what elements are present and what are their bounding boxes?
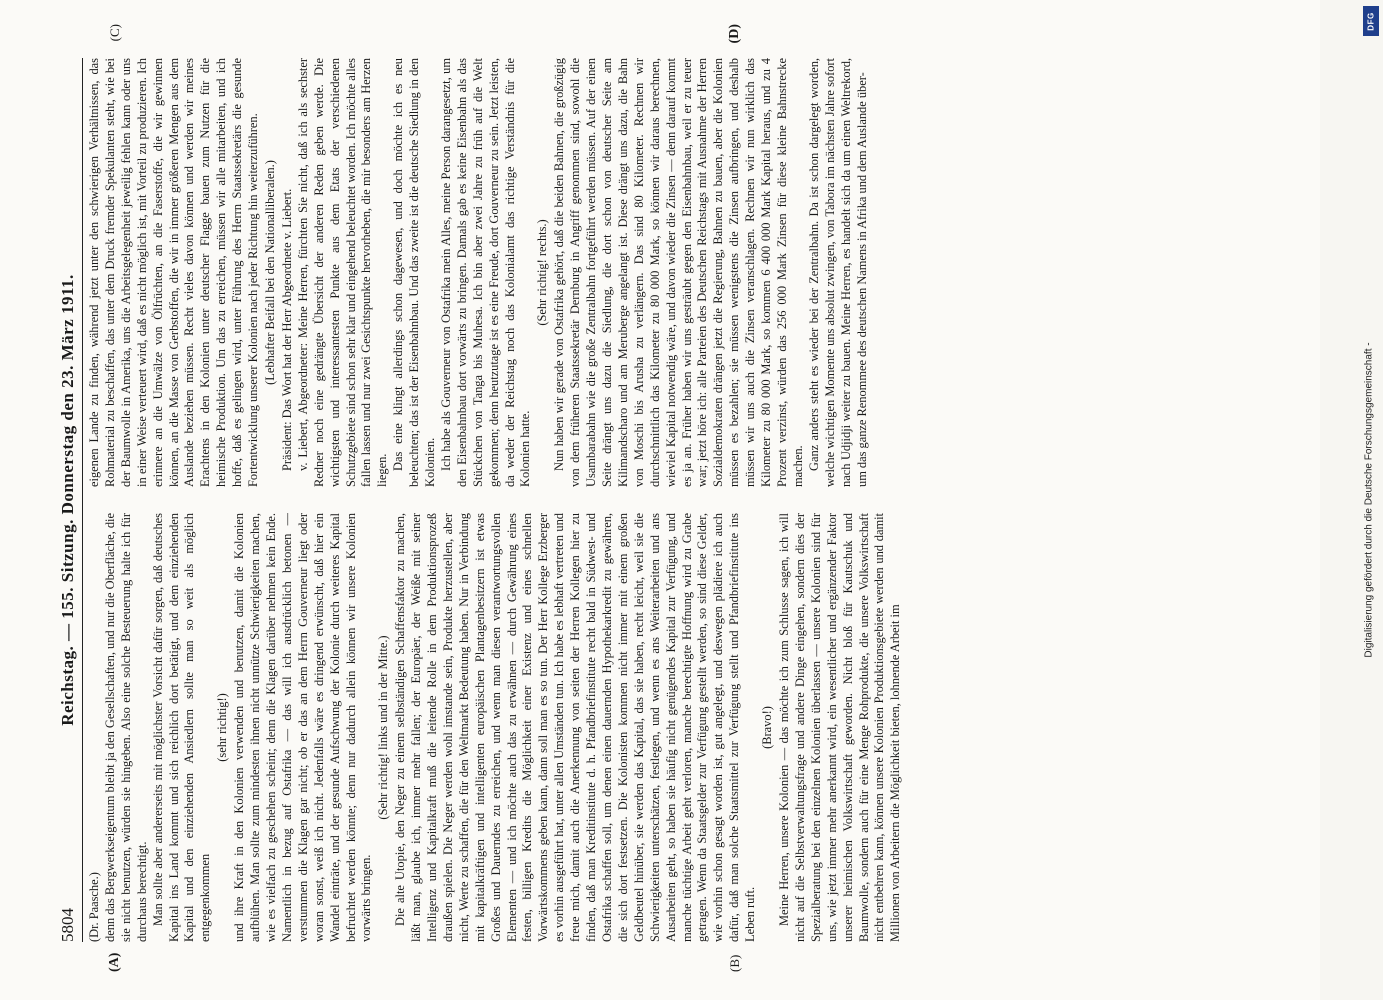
text-columns [87, 24, 1267, 972]
interjection: (Sehr richtig! rechts.) [535, 219, 550, 326]
paragraph: Präsident: Das Wort hat der Herr Abgeordnete v. Liebert. [279, 188, 294, 471]
dfg-logo [1363, 6, 1379, 36]
credit-text: Digitalisierung gefördert durch die Deutsche Forschungsgemeinschaft - [1363, 342, 1375, 658]
left-column [87, 513, 1267, 942]
interjection: (sehr richtig!) [215, 693, 230, 762]
margin-marker-a: (A) [107, 952, 122, 972]
paragraph: eigenen Lande zu finden, während jetzt unter den schwierigen Verhältnissen, das Rohmaterial zu beschaffen, das unter dem Druck fremder Spekulanten steht, wie bei der Baumwolle in Amerika, uns die Arbeitsgelegenheit jeweilig fehlen kann oder uns in einer Weise verteuert wird, daß es nicht möglich ist, mit Vorteil zu produzieren. Ich erinnere an die Umwälze von Ölfrüchten, an die Faserstoffe, die wir gewinnen können, an die Masse von Gerbstoffen, die wir in immer größeren Mengen aus dem Auslande beziehen müssen. Recht vieles davon können und werden wir meines Erachtens in den Kolonien unter deutscher Flagge bauen zum Nutzen für die heimische Produktion. Um das zu erreichen, müssen wir alle mitarbeiten, und ich hoffe, daß es gelingen wird, unter Führung des Herrn Staatssekretärs die gesunde Fortentwicklung unserer Kolonien nach jeder Richtung hin weiterzuführen. [87, 58, 261, 487]
margin-marker-b: (B) [727, 954, 742, 972]
paragraph: Die alte Utopie, den Neger zu einem selbständigen Schaffensfaktor zu machen, läßt man, glaube ich, immer mehr fallen; der Europäer, der Weiße mit seiner Intelligenz und Kapitalkraft muß die leitende Rolle in dem Produktionsprozeß draußen spielen. Die Neger werden wohl imstande sein, Produkte herzustellen, aber nicht, Werte zu schaffen, die für den Weltmarkt Bedeutung haben. Nur in Verbindung mit kapitalkräftigen und intelligenten europäischen Plantagenbesitzern ist etwas Großes und Dauerndes zu erreichen, und wenn man diesen verantwortungsvollen Elementen — und ich möchte auch das zu erwähnen — durch Gewährung eines festen, billigen Kredits die Möglichkeit einer Existenz und eines schnellen Vorwärtskommens geben kann, dann soll man es so tun. Der Herr Kollege Erzberger es vorhin ausgeführt hat, unter allen Umständen tun. Ich habe es lebhaft vertreten und freue mich, damit auch die Anerkennung von seiten der Herren Kollegen hier zu finden, daß man Kreditinstitute d. h. Pfandbriefinstitute recht bald in Südwest- und Ostafrika schaffen soll, um denen einen dauernden Hypothekarkredit zu gewähren, die sich dort festsetzen. Die Kolonisten kommen nicht immer mit einem großen Geldbeutel hinüber, sie werden das Kapital, das sie haben, recht leicht, weil sie die Schwierigkeiten unterschätzen, festlegen, und wenn es ans Weiterarbeiten und ans Ausarbeiten geht, so haben sie häufig nicht genügendes Kapital zur Verfügung, und manche tüchtige Arbeit geht verloren, manche berechtigte Hoffnung wird zu Grabe getragen. Wenn da Staatsgelder zur Verfügung gestellt werden, so sind diese Gelder, wie vorhin schon gesagt worden ist, gut angelegt, und deswegen plädiere ich auch dafür, daß man solche Staatsmittel zur Verfügung stellt und Pfandbriefinstitute ins Leben ruft. [393, 513, 758, 942]
margin-marker-d: (D) [727, 24, 742, 44]
page-number: 5804 [58, 908, 77, 942]
paragraph: v. Liebert, Abgeordneter: Meine Herren, fürchten Sie nicht, daß ich als sechster Redner noch eine gedrängte Übersicht der anderen Reden geben werde. Die wichtigsten und interessantesten Punkte aus dem Etats der verschiedenen Schutzgebiete sind schon sehr klar und eingehend beleuchtet worden. Ich möchte alles fallen lassen und nur zwei Gesichtspunkte hervorheben, die mir besonders am Herzen liegen. [295, 58, 390, 487]
interjection: (Sehr richtig! links und in der Mitte.) [376, 635, 391, 820]
right-column [87, 58, 1267, 487]
paragraph: Nun haben wir gerade von Ostafrika gehört, daß die beiden Bahnen, die großzügig von dem früheren Staatssekretär Dernburg in Angriff genommen sind, sowohl die Usambarabahn wie die große Zentralbahn fortgeführt werden müssen. Auf der einen Seite drängt uns dazu die Siedlung, die dort schon von deutscher Seite am Kilimandscharo und am Meruberge angelangt ist. Diese drängt uns dazu, die Bahn von Moschi bis Arusha zu verlängern. Das sind 80 Kilometer. Rechnen wir durchschnittlich das Kilometer zu 80 000 Mark, so können wir daraus berechnen, wieviel Kapital notwendig wäre, und davon wieder die Zinsen — denn darauf kommt es ja an. Früher haben wir uns gesträubt gegen den Eisenbahnbau, weil er zu teuer war; jetzt höre ich: alle Parteien des Deutschen Reichstags mit Ausnahme der Herren Sozialdemokraten drängen jetzt die Regierung, Bahnen zu bauen, aber die Kolonien müssen es bezahlen; sie müssen wenigstens die Zinsen aufbringen, und deshalb müssen wir uns auch die Zinsen veranschlagen. Rechnen wir nun wirklich das Kilometer zu 80 000 Mark, so kommen 6 400 000 Mark Kapital heraus, und zu 4 Prozent verzinst, würden das 256 000 Mark Zinsen für diese kleine Bahnstrecke machen. [552, 58, 805, 487]
dfg-logo-text: DFG [1366, 11, 1376, 31]
running-header [52, 58, 83, 942]
paragraph: Meine Herren, unsere Kolonien — das möchte ich zum Schlusse sagen, ich will nicht auf die Selbstverwaltungsfrage und andere Dinge eingehen, sondern dies der Spezialberatung bei den einzelnen Kolonien überlassen — unsere Kolonien sind für uns, wie jetzt immer mehr anerkannt wird, ein wesentlicher und ergänzender Faktor unserer heimischen Volkswirtschaft geworden. Nicht bloß für Kautschuk und Baumwolle, sondern auch für eine Menge Rohprodukte, die unsere Volkswirtschaft nicht entbehren kann, können unsere Kolonien Produktionsgebiete werden und damit Millionen von Arbeitern die Möglichkeit bieten, lohnende Arbeit im [776, 513, 903, 942]
paragraph: und ihre Kraft in den Kolonien verwenden und benutzen, damit die Kolonien aufblühen. Man sollte zum mindesten ihnen nicht unnütze Schwierigkeiten machen, wie es vielfach zu geschehen scheint; denn die Klagen darüber nehmen kein Ende. Namentlich in bezug auf Ostafrika — das will ich ausdrücklich betonen — verstummen die Klagen gar nicht; ob er das an dem Herrn Gouverneur liegt oder woran sonst, weiß ich nicht. Jedenfalls wäre es dringend erwünscht, daß hier ein Wandel einträte, und der gesunde Aufschwung der Kolonie durch weiteres Kapital befruchtet werden könnte; denn nur dadurch allein können wir unsere Kolonien vorwärts bringen. [232, 513, 374, 942]
paragraph: Ich habe als Gouverneur von Ostafrika mein Alles, meine Person darangesetzt, um den Eisenbahnbau dort vorwärts zu bringen. Damals gab es keine Eisenbahn als das Stückchen von Tanga bis Muhesa. Ich bin aber zwei Jahre zu früh auf die Welt gekommen; denn heutzutage ist es eine Freude, dort Gouverneur zu sein. Jetzt leisten, da weder der Reichstag noch das Kolonialamt das richtige Verständnis für die Kolonien hatte. [438, 58, 533, 487]
paragraph: denn das Bergwerkseigentum bleibt ja den Gesellschaften, und nur die Oberfläche, die sie nicht benutzen, würden sie hingeben. Also eine solche Besteuerung halte ich für durchaus berechtigt. [102, 513, 149, 942]
digitization-credit [1357, 6, 1381, 994]
interjection: (Lebhafter Beifall bei den Nationalliberalen.) [262, 160, 277, 385]
paragraph: (Dr. Paasche.) [87, 872, 101, 942]
paragraph: Das eine klingt allerdings schon dagewesen, und doch möchte ich es neu beleuchten; das ist der Eisenbahnbau. Und das zweite ist die deutsche Siedlung in den Kolonien. [391, 58, 438, 487]
running-title: Reichstag. — 155. Sitzung. Donnerstag den 23. März 1911. [58, 274, 77, 726]
margin-marker-c: (C) [107, 24, 122, 42]
paragraph: Ganz anders steht es wieder bei der Zentralbahn. Da ist schon dargelegt worden, welche wichtigen Momente uns absolut zwingen, von Tabora im nächsten Jahre sofort nach Udjidji weiter zu bauen. Meine Herren, es handelt sich da um einen Weltrekord, um das ganze Renommee des deutschen Namens in Afrika und dem Auslande über- [806, 58, 869, 487]
paragraph: Man sollte aber andererseits mit möglichster Vorsicht dafür sorgen, daß deutsches Kapital ins Land kommt und sich reichlich dort betätigt, und dem einziehenden Kapital und den einziehenden Ansiedlern sollte man so weit als möglich entgegenkommen [150, 513, 213, 942]
interjection: (Bravo!) [760, 706, 775, 749]
